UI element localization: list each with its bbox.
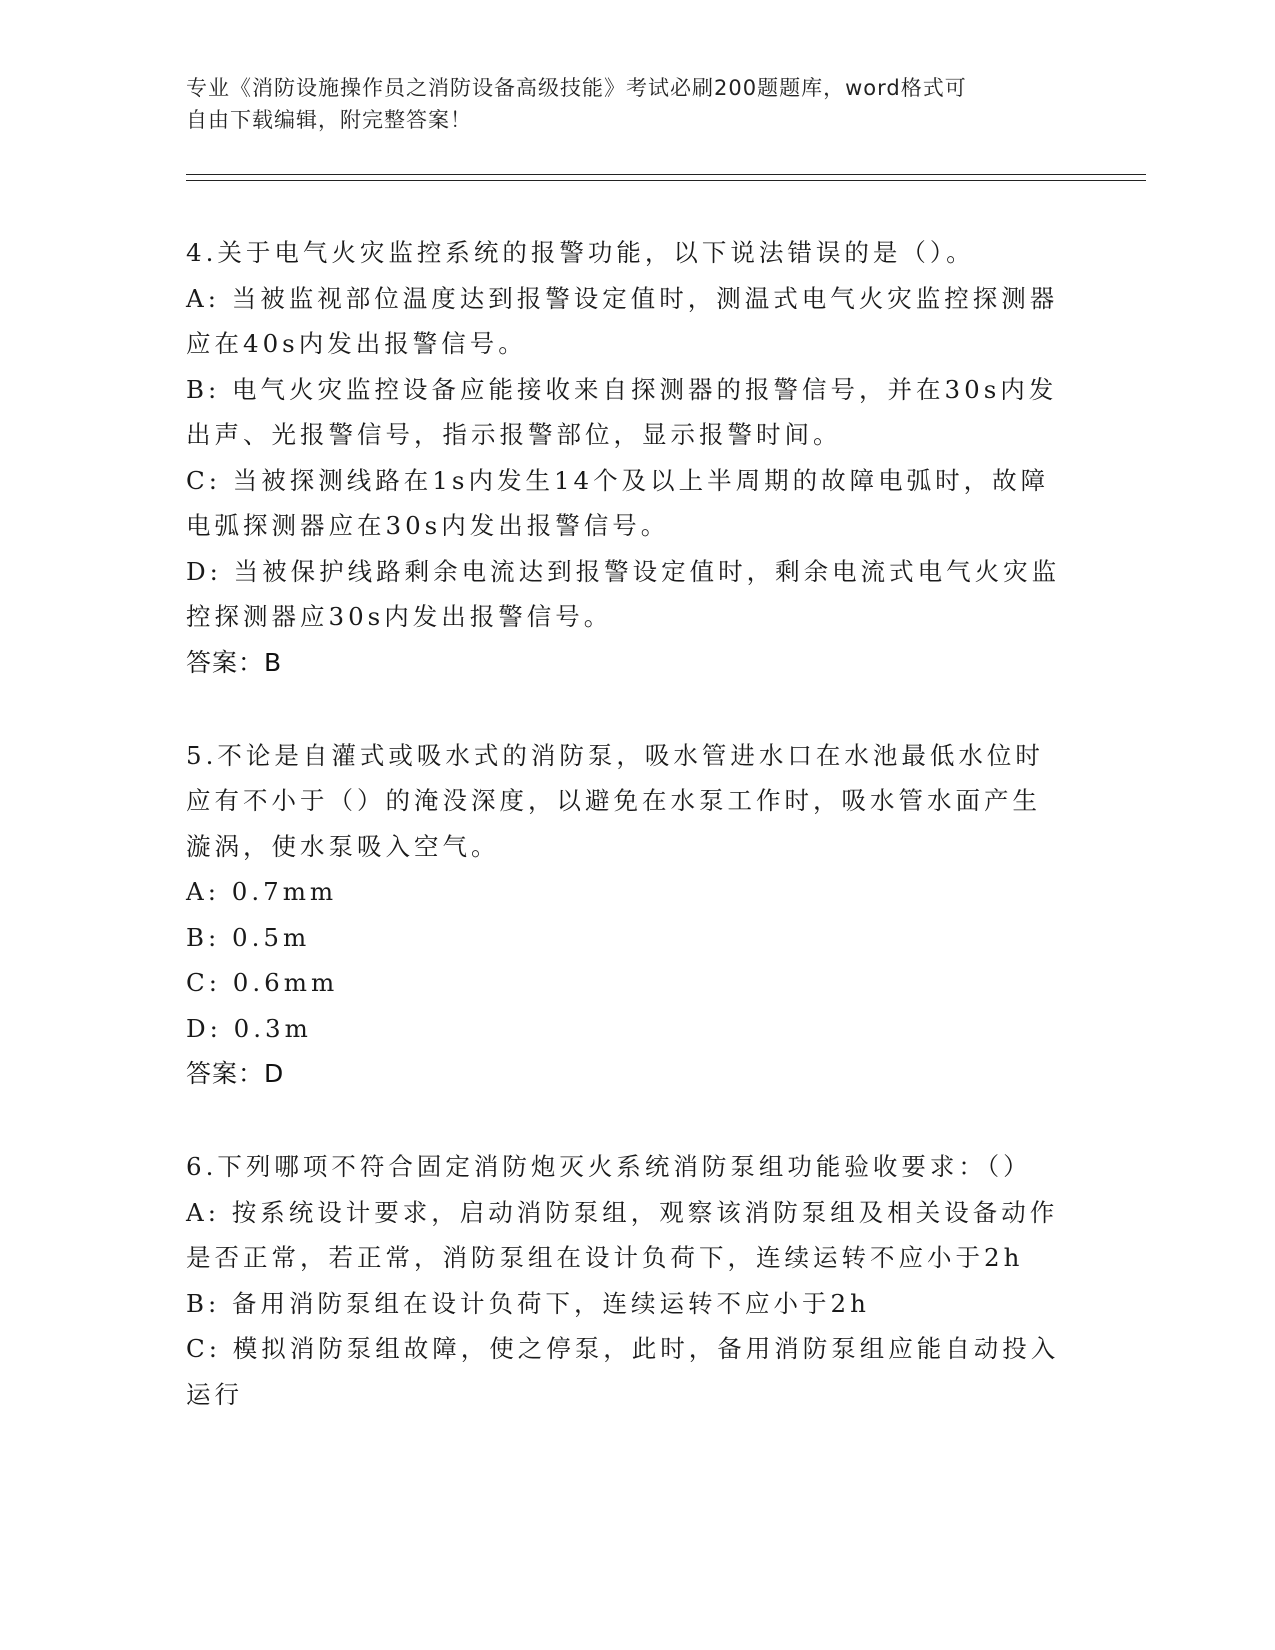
- answer: 答案：D: [186, 1059, 285, 1088]
- option-a: A: 当被监视部位温度达到报警设定值时，测温式电气火灾监控探测器: [186, 283, 1059, 313]
- question-stem: 4.关于电气火灾监控系统的报警功能，以下说法错误的是（）。: [186, 238, 975, 267]
- header-line-2: 自由下载编辑，附完整答案！: [186, 108, 472, 132]
- header-divider-bottom: [186, 180, 1146, 181]
- header-divider-top: [186, 174, 1146, 175]
- question-stem: 5.不论是自灌式或吸水式的消防泵，吸水管进水口在水池最低水位时: [186, 740, 1044, 770]
- option-b: B: 0.5m: [186, 922, 311, 952]
- option-c: C: 模拟消防泵组故障，使之停泵，此时，备用消防泵组应能自动投入: [186, 1334, 1060, 1363]
- question-stem-cont: 漩涡，使水泵吸入空气。: [186, 831, 500, 861]
- answer: 答案：B: [186, 647, 283, 677]
- option-d: D: 当被保护线路剩余电流达到报警设定值时，剩余电流式电气火灾监: [186, 556, 1061, 586]
- option-c-cont: 电弧探测器应在30s内发出报警信号。: [186, 511, 670, 540]
- question-stem-cont: 应有不小于（）的淹没深度，以避免在水泵工作时，吸水管水面产生: [186, 786, 1041, 815]
- option-a-cont: 是否正常，若正常，消防泵组在设计负荷下，连续运转不应小于2h: [186, 1243, 1024, 1272]
- option-d: D: 0.3m: [186, 1013, 312, 1043]
- option-b: B: 备用消防泵组在设计负荷下，连续运转不应小于2h: [186, 1288, 870, 1318]
- option-b: B: 电气火灾监控设备应能接收来自探测器的报警信号，并在30s内发: [186, 374, 1058, 404]
- document-header: [186, 72, 1066, 136]
- option-c: C: 0.6mm: [186, 968, 339, 997]
- option-a: A: 0.7mm: [186, 877, 338, 906]
- question-list: [186, 230, 1066, 1465]
- option-d-cont: 控探测器应30s内发出报警信号。: [186, 602, 613, 631]
- header-line-1: 专业《消防设施操作员之消防设备高级技能》考试必刷200题题库，word格式可: [186, 76, 967, 100]
- question-5: [186, 733, 1066, 1097]
- option-a: A: 按系统设计要求，启动消防泵组，观察该消防泵组及相关设备动作: [186, 1197, 1059, 1227]
- question-6: [186, 1144, 1066, 1417]
- option-a-cont: 应在40s内发出报警信号。: [186, 329, 527, 358]
- option-c-cont: 运行: [186, 1379, 243, 1409]
- question-stem: 6.下列哪项不符合固定消防炮灭火系统消防泵组功能验收要求：（）: [186, 1152, 1032, 1181]
- option-b-cont: 出声、光报警信号，指示报警部位，显示报警时间。: [186, 420, 842, 449]
- option-c: C: 当被探测线路在1s内发生14个及以上半周期的故障电弧时，故障: [186, 465, 1050, 495]
- question-4: [186, 230, 1066, 685]
